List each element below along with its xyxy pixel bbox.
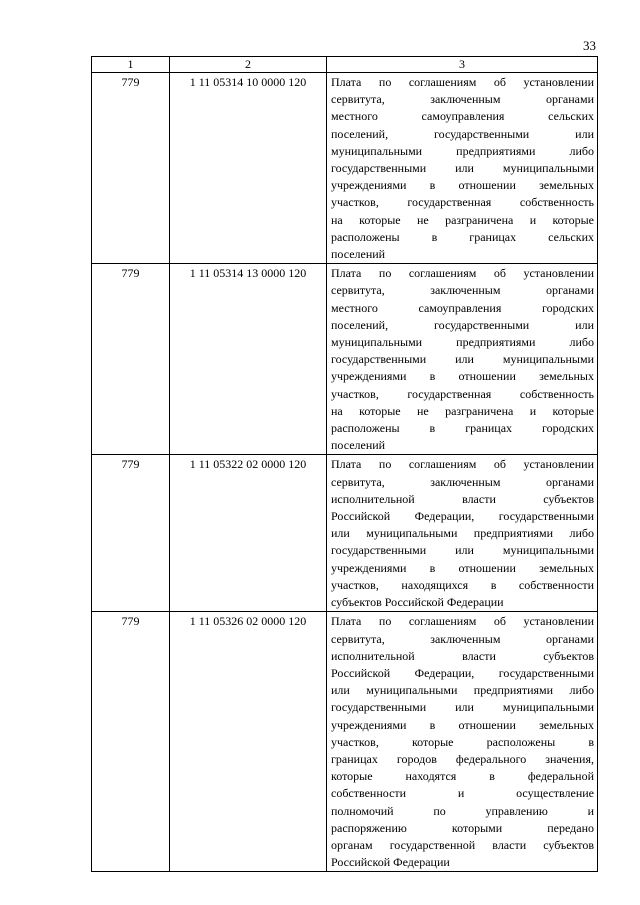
- description-line: на которые не разграничена и которые: [331, 212, 594, 227]
- description-line: Российской Федерации: [331, 855, 450, 870]
- description-line: учреждениями в отношении земельных: [331, 369, 594, 384]
- description-line: Плата по соглашениям об установлении: [331, 75, 594, 89]
- page-number: 33: [583, 38, 596, 53]
- description-line: расположены в границах сельских: [331, 229, 594, 244]
- description-line: участков, государственная собственность: [331, 386, 594, 401]
- description-line: распоряжению которыми передано: [331, 820, 594, 835]
- admin-code-cell: 779: [92, 455, 170, 612]
- description-line: которые находятся в федеральной: [331, 769, 594, 784]
- header-cell-1: 1: [92, 57, 170, 73]
- description-cell: [327, 455, 598, 612]
- table-row: [92, 455, 598, 612]
- description-line: расположены в границах городских: [331, 421, 594, 436]
- description-line: муниципальными предприятиями либо: [331, 335, 594, 350]
- table-row: [92, 73, 598, 264]
- description-line: государственными или муниципальными: [331, 543, 594, 558]
- description-line: на которые не разграничена и которые: [331, 403, 594, 418]
- description-line: субъектов Российской Федерации: [331, 595, 504, 610]
- description-line: муниципальными предприятиями либо: [331, 143, 594, 158]
- admin-code-cell: 779: [92, 264, 170, 455]
- description-line: поселений, государственными или: [331, 317, 594, 332]
- description-line: поселений: [331, 247, 386, 262]
- header-cell-3: 3: [327, 57, 598, 73]
- description-line: государственными или муниципальными: [331, 700, 594, 715]
- description-line: или муниципальными предприятиями либо: [331, 526, 594, 541]
- description-line: местного самоуправления городских: [331, 300, 594, 315]
- description-line: участков, государственная собственность: [331, 195, 594, 210]
- income-codes-table: [91, 56, 598, 872]
- description-line: сервитута, заключенным органами: [331, 474, 594, 489]
- description-line: государственными или муниципальными: [331, 161, 594, 176]
- description-line: поселений, государственными или: [331, 126, 594, 141]
- description-line: Плата по соглашениям об установлении: [331, 266, 594, 281]
- admin-code-cell: 779: [92, 73, 170, 264]
- description-cell: [327, 612, 598, 872]
- income-code-cell: 1 11 05314 10 0000 120: [170, 73, 327, 264]
- description-cell: [327, 73, 598, 264]
- admin-code-cell: 779: [92, 612, 170, 872]
- description-line: исполнительной власти субъектов: [331, 491, 594, 506]
- description-line: учреждениями в отношении земельных: [331, 560, 594, 575]
- description-line: учреждениями в отношении земельных: [331, 717, 594, 732]
- description-line: местного самоуправления сельских: [331, 109, 594, 124]
- income-code-cell: 1 11 05314 13 0000 120: [170, 264, 327, 455]
- description-line: органам государственной власти субъектов: [331, 837, 594, 852]
- description-line: участков, которые расположены в: [331, 734, 594, 749]
- description-line: сервитута, заключенным органами: [331, 92, 594, 107]
- description-line: государственными или муниципальными: [331, 352, 594, 367]
- description-line: Российской Федерации, государственными: [331, 509, 594, 524]
- header-cell-2: 2: [170, 57, 327, 73]
- description-line: Плата по соглашениям об установлении: [331, 457, 594, 472]
- description-cell: [327, 264, 598, 455]
- table-row: [92, 264, 598, 455]
- description-line: границах городов федерального значения,: [331, 751, 594, 766]
- description-line: исполнительной власти субъектов: [331, 648, 594, 663]
- description-line: участков, находящихся в собственности: [331, 577, 594, 592]
- description-line: поселений: [331, 438, 386, 453]
- description-line: или муниципальными предприятиями либо: [331, 683, 594, 698]
- description-line: сервитута, заключенным органами: [331, 283, 594, 298]
- description-line: сервитута, заключенным органами: [331, 631, 594, 646]
- description-line: Плата по соглашениям об установлении: [331, 614, 594, 629]
- description-line: полномочий по управлению и: [331, 803, 594, 818]
- income-code-cell: 1 11 05322 02 0000 120: [170, 455, 327, 612]
- description-line: учреждениями в отношении земельных: [331, 178, 594, 193]
- income-code-cell: 1 11 05326 02 0000 120: [170, 612, 327, 872]
- table-header-row: [92, 57, 598, 73]
- description-line: собственности и осуществление: [331, 786, 594, 801]
- description-line: Российской Федерации, государственными: [331, 665, 594, 680]
- table-row: [92, 612, 598, 872]
